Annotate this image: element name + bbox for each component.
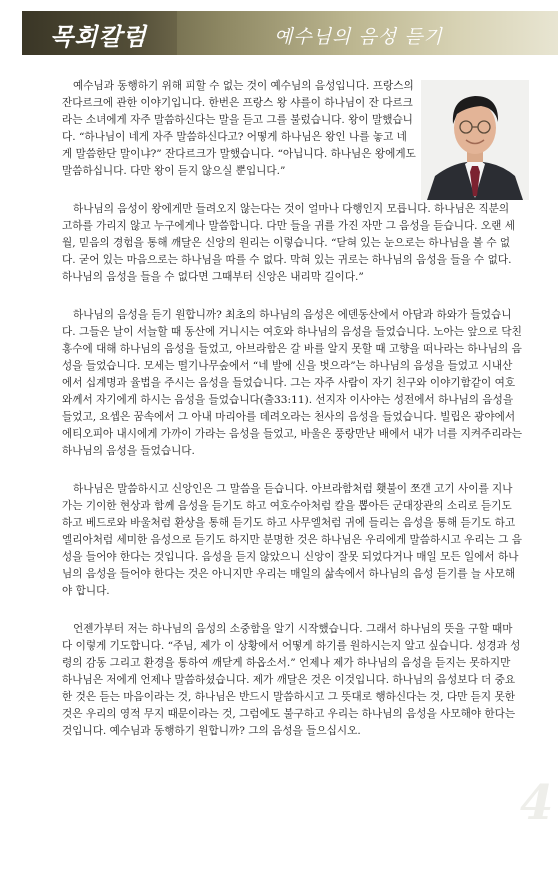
column-subtitle: 예수님의 음성 듣기: [274, 26, 443, 48]
column-header: [22, 11, 558, 55]
page-number: 4: [520, 775, 554, 831]
paragraph-2: 하나님의 음성이 왕에게만 들려오지 않는다는 것이 얼마나 다행인지 모릅니다. 하나님은 직분의 고하를 가리지 않고 누구에게나 말씀합니다. 다만 들을 귀를 가진 자만 그 음성을 듣습니다. 오랜 세월, 믿음의 경험을 통해 깨달은 신앙의 원리는 이렇습니다. “닫혀 있는 눈으로는 하나님을 볼 수 없다. 굳어 있는 마음으로는 하나님을 따를 수 없다. 막혀 있는 귀로는 하나님의 음성을 들을 수 없다. 하나님의 음성을 들을 수 없다면 그때부터 신앙은 내리막 길이다.”: [62, 203, 515, 283]
paragraph-3: 하나님의 음성을 듣기 원합니까? 최초의 하나님의 음성은 에덴동산에서 아담과 하와가 들었습니다. 그들은 날이 서늘할 때 동산에 거니시는 여호와 하나님의 음성을 들었습니다. 노아는 앞으로 닥친 홍수에 대해 하나님의 음성을 들었고, 아브라함은 갈 바를 알지 못할 때 고향을 떠나라는 하나님의 음성을 들었습니다. 모세는 떨기나무숲에서 “네 발에 신을 벗으라”는 하나님의 음성을 들었고 시내산에서 십계명과 율법을 주시는 음성을 들었습니다. 그는 자주 사람이 자기 친구와 이야기함같이 여호와께서 자기에게 하시는 음성을 들었습니다(출33:11). 선지자 이사야는 성전에서 하나님의 음성을 들었고, 요셉은 꿈속에서 그 아내 마리아를 데려오라는 천사의 음성을 들었습니다. 빌립은 광야에서 에티오피아 내시에게 가까이 가라는 음성을 들었고, 바울은 풍랑만난 배에서 내가 너를 지켜주리라는 하나님의 음성을 들었습니다.: [62, 309, 522, 457]
paragraph-4: 하나님은 말씀하시고 신앙인은 그 말씀을 듣습니다. 아브라함처럼 횃불이 쪼갠 고기 사이를 지나가는 기이한 현상과 함께 음성을 듣기도 하고 여호수아처럼 칼을 뽑아든 군대장관의 소리로 듣기도 하고 베드로와 바울처럼 환상을 통해 듣기도 하고 사무엘처럼 귀에 들리는 음성을 통해 듣기도 하고 엘리아처럼 세미한 음성으로 듣기도 하지만 분명한 것은 하나님은 우리에게 말씀하시고 우리는 그 음성을 들어야 한다는 것입니다. 음성을 듣지 않았으니 신앙이 잘못 되었다거나 매일 모든 일에서 하나님의 음성을 들어야 한다는 것은 아니지만 우리는 매일의 삶속에서 하나님의 음성 듣기를 늘 사모해야 합니다.: [62, 483, 522, 597]
column-body: [62, 78, 522, 761]
column-title: 목회칼럼: [50, 23, 147, 51]
paragraph-1: 예수님과 동행하기 위해 피할 수 없는 것이 예수님의 음성입니다. 프랑스의 잔다르크에 관한 이야기입니다. 한번은 프랑스 왕 샤를이 하나님이 잔 다르크라는 소녀에게 자주 말씀하신다는 말을 듣고 그를 불렀습니다. 왕이 말했습니다. “하나님이 네게 자주 말씀하신다고? 어떻게 하나님은 왕인 나를 놓고 네게 말씀한단 말이냐?” 잔다르크가 말했습니다. “아닙니다. 하나님은 왕에게도 말씀하십니다. 다만 왕이 듣지 않으실 뿐입니다.”: [62, 80, 416, 177]
paragraph-5: 언젠가부터 저는 하나님의 음성의 소중함을 알기 시작했습니다. 그래서 하나님의 뜻을 구할 때마다 이렇게 기도합니다. “주님, 제가 이 상황에서 어떻게 하기를 원하시는지 알고 싶습니다. 성경과 성령의 감동 그리고 환경을 통하여 깨닫게 하옵소서.” 언제나 제가 하나님의 음성을 듣지는 못하지만 하나님은 저에게 언제나 말씀하셨습니다. 제가 깨달은 것은 이것입니다. 하나님의 음성보다 더 중요한 것은 듣는 마음이라는 것, 하나님은 반드시 말씀하시고 그 뜻대로 행하신다는 것, 다만 듣지 못한 것은 우리의 영적 무지 때문이라는 것, 그럼에도 불구하고 우리는 하나님의 음성을 사모해야 한다는 것입니다. 예수님과 동행하기 원합니까? 그의 음성을 들으십시오.: [62, 623, 521, 737]
